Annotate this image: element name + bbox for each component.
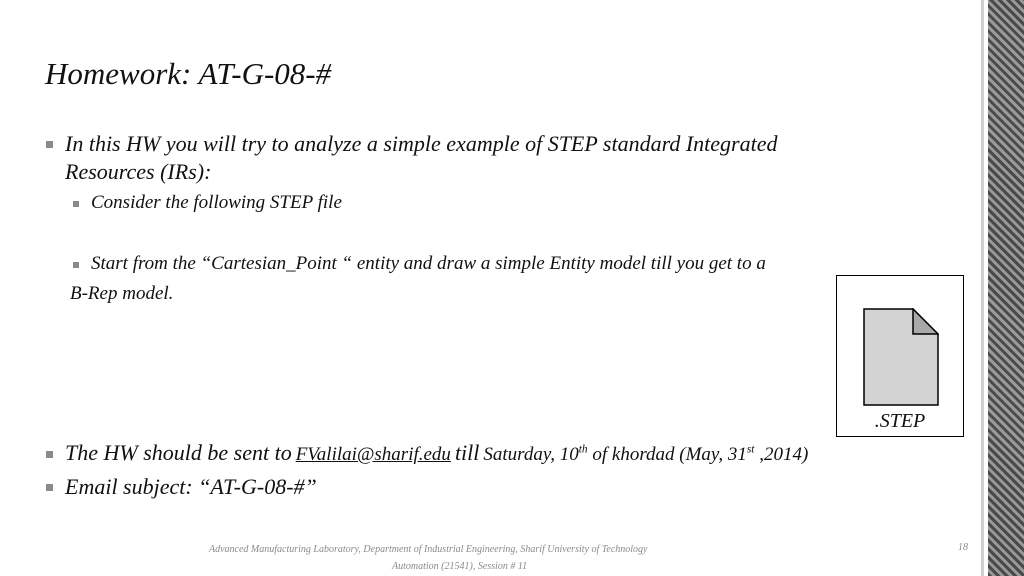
sub-bullet-2-line-2: B-Rep model. <box>70 283 174 304</box>
sub-bullet-marker <box>73 262 79 268</box>
page-number: 18 <box>958 542 968 553</box>
bullet-2 <box>65 440 808 466</box>
footer-course-info: Automation (21541), Session # 11 <box>392 561 528 572</box>
bullet-1-line-1: In this HW you will try to analyze a simple example of STEP standard Integrated <box>65 131 778 156</box>
footer-lab-info: Advanced Manufacturing Laboratory, Department of Industrial Engineering, Sharif University of Technology <box>209 544 648 555</box>
sub-bullet-1: Consider the following STEP file <box>91 192 342 213</box>
date-sup-th: th <box>578 443 588 456</box>
bullet-2-till: till <box>454 440 480 465</box>
bullet-2-date <box>483 444 808 465</box>
date-sup-st: st <box>746 443 755 456</box>
bullet-1-line-2: Resources (IRs): <box>65 159 212 184</box>
date-part-b: of khordad (May, 31 <box>587 444 747 465</box>
email-link[interactable]: FValilai@sharif.edu <box>295 444 451 465</box>
slide-title: Homework: AT-G-08-# <box>45 56 332 91</box>
sub-bullet-2-line-1: Start from the “Cartesian_Point “ entity and draw a simple Entity model till you get to a <box>91 253 766 274</box>
step-file-label: .STEP <box>874 410 926 432</box>
file-icon <box>863 308 939 406</box>
decorative-right-stripe <box>984 0 1024 576</box>
bullet-marker <box>46 484 53 491</box>
sub-bullet-marker <box>73 201 79 207</box>
bullet-marker <box>46 451 53 458</box>
bullet-marker <box>46 141 53 148</box>
bullet-3: Email subject: “AT-G-08-#” <box>65 474 317 499</box>
step-file-object[interactable] <box>836 275 964 437</box>
date-part-c: ,2014) <box>754 444 809 465</box>
date-part-a: Saturday, 10 <box>483 444 579 465</box>
bullet-2-prefix: The HW should be sent to <box>65 440 292 465</box>
